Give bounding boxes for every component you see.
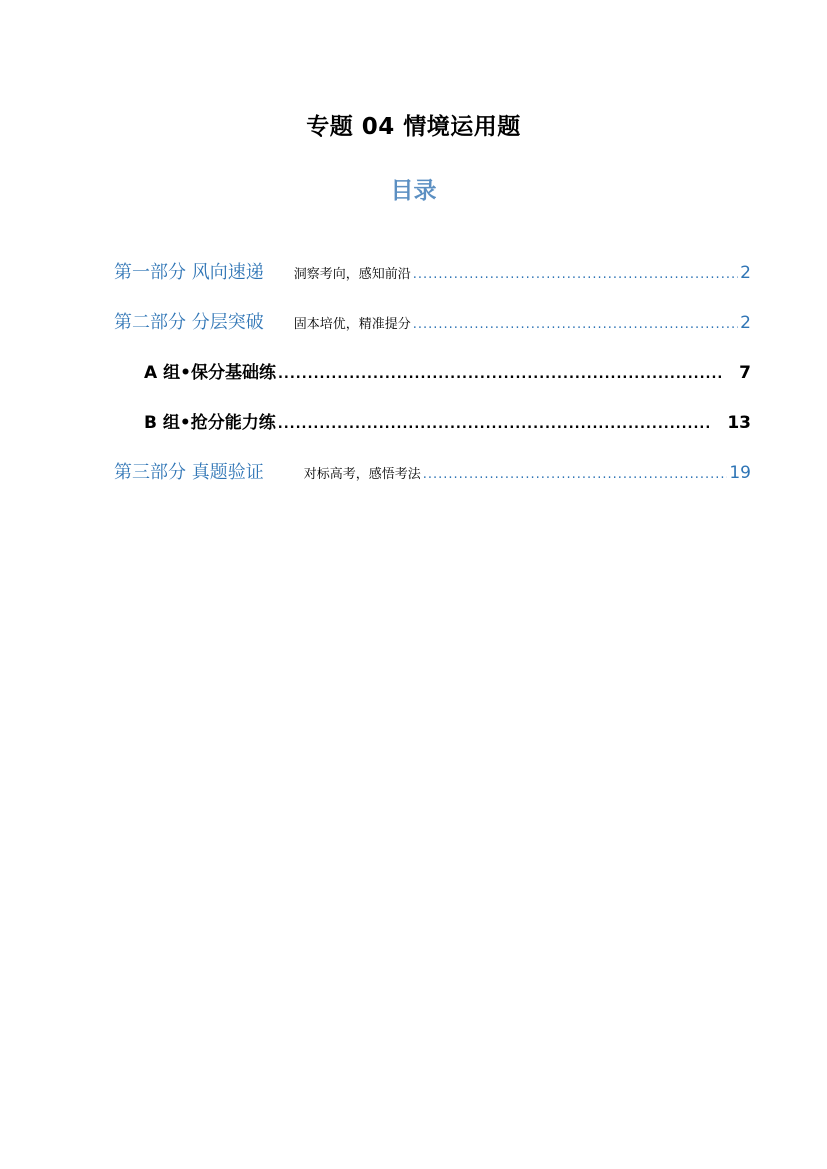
toc-entry-label: 第二部分 分层突破 — [114, 312, 264, 333]
toc-entry-label: B 组•抢分能力练 — [144, 413, 276, 433]
toc-entry-page: 2 — [740, 313, 751, 333]
toc-leader-dots — [413, 267, 738, 282]
toc-entry-group-a[interactable] — [144, 358, 751, 383]
toc-leader-dots — [413, 317, 738, 332]
document-title: 专题 04 情境运用题 — [306, 114, 521, 140]
toc-entry-label: A 组•保分基础练 — [144, 363, 276, 383]
toc-entry-page: 19 — [729, 463, 751, 483]
toc-entry-sublabel: 对标高考，感悟考法 — [303, 467, 421, 482]
toc-entry-sublabel: 固本培优，精准提分 — [293, 317, 411, 332]
toc-entry-group-b[interactable] — [144, 408, 751, 433]
toc-entry-sublabel: 洞察考向，感知前沿 — [293, 267, 411, 282]
toc-entry-label: 第三部分 真题验证 — [114, 462, 264, 483]
toc-entry-page: 13 — [727, 413, 751, 433]
toc-entry-label: 第一部分 风向速递 — [114, 262, 264, 283]
toc-entry-part-1[interactable] — [114, 258, 751, 284]
toc-entry-part-2[interactable] — [114, 308, 751, 334]
toc-entry-part-3[interactable] — [114, 458, 751, 484]
toc-entry-page: 2 — [740, 263, 751, 283]
toc-entry-page: 7 — [739, 363, 751, 383]
toc-leader-dots — [278, 367, 721, 382]
toc-leader-dots — [278, 417, 710, 432]
toc-heading: 目录 — [390, 178, 437, 204]
toc-leader-dots — [423, 467, 728, 482]
